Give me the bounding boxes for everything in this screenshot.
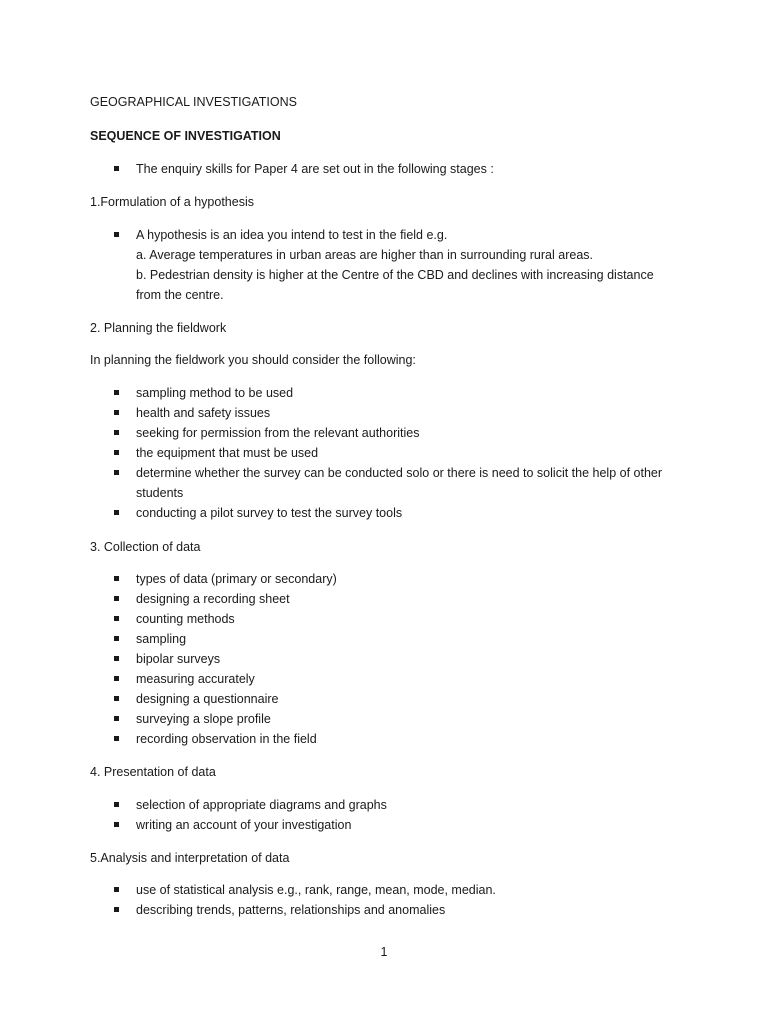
planning-list: [0, 383, 768, 523]
square-bullet-icon: [114, 450, 119, 455]
list-item: conducting a pilot survey to test the survey tools: [0, 503, 768, 523]
square-bullet-icon: [114, 232, 119, 237]
section-2-heading: 2. Planning the fieldwork: [90, 321, 227, 335]
list-item: bipolar surveys: [0, 649, 768, 669]
list-item: types of data (primary or secondary): [0, 569, 768, 589]
list-item: measuring accurately: [0, 669, 768, 689]
list-item: describing trends, patterns, relationships and anomalies: [0, 900, 768, 920]
list-item: use of statistical analysis e.g., rank, range, mean, mode, median.: [0, 880, 768, 900]
document-title: GEOGRAPHICAL INVESTIGATIONS: [90, 95, 297, 109]
analysis-list: [0, 880, 768, 920]
list-item: recording observation in the field: [0, 729, 768, 749]
square-bullet-icon: [114, 907, 119, 912]
list-item: health and safety issues: [0, 403, 768, 423]
presentation-list: [0, 795, 768, 835]
square-bullet-icon: [114, 656, 119, 661]
list-item: counting methods: [0, 609, 768, 629]
intro-list: [0, 159, 768, 179]
section-2-intro: In planning the fieldwork you should consider the following:: [90, 353, 416, 367]
list-item: sampling: [0, 629, 768, 649]
list-item: designing a recording sheet: [0, 589, 768, 609]
square-bullet-icon: [114, 470, 119, 475]
square-bullet-icon: [114, 410, 119, 415]
square-bullet-icon: [114, 576, 119, 581]
square-bullet-icon: [114, 166, 119, 171]
list-item: designing a questionnaire: [0, 689, 768, 709]
hypothesis-list: [0, 225, 768, 305]
square-bullet-icon: [114, 596, 119, 601]
list-item: surveying a slope profile: [0, 709, 768, 729]
section-1-heading: 1.Formulation of a hypothesis: [90, 195, 254, 209]
section-3-heading: 3. Collection of data: [90, 540, 201, 554]
page-number: 1: [380, 945, 388, 959]
list-item: the equipment that must be used: [0, 443, 768, 463]
list-item: determine whether the survey can be conducted solo or there is need to solicit the help of other students: [0, 463, 768, 503]
square-bullet-icon: [114, 716, 119, 721]
square-bullet-icon: [114, 636, 119, 641]
section-4-heading: 4. Presentation of data: [90, 765, 216, 779]
square-bullet-icon: [114, 676, 119, 681]
section-5-heading: 5.Analysis and interpretation of data: [90, 851, 290, 865]
square-bullet-icon: [114, 390, 119, 395]
collection-list: [0, 569, 768, 749]
square-bullet-icon: [114, 510, 119, 515]
list-item: sampling method to be used: [0, 383, 768, 403]
square-bullet-icon: [114, 430, 119, 435]
section-subtitle: SEQUENCE OF INVESTIGATION: [90, 129, 281, 143]
square-bullet-icon: [114, 616, 119, 621]
square-bullet-icon: [114, 696, 119, 701]
list-item: The enquiry skills for Paper 4 are set out in the following stages :: [0, 159, 768, 179]
square-bullet-icon: [114, 887, 119, 892]
list-item: writing an account of your investigation: [0, 815, 768, 835]
list-item: seeking for permission from the relevant authorities: [0, 423, 768, 443]
list-item: selection of appropriate diagrams and graphs: [0, 795, 768, 815]
square-bullet-icon: [114, 822, 119, 827]
list-item: A hypothesis is an idea you intend to test in the field e.g. a. Average temperatures in urban areas are higher than in surrounding rural areas. b. Pedestrian density is higher at the Centre of the CBD and declines with increasing distance from the centre.: [0, 225, 768, 305]
square-bullet-icon: [114, 802, 119, 807]
square-bullet-icon: [114, 736, 119, 741]
